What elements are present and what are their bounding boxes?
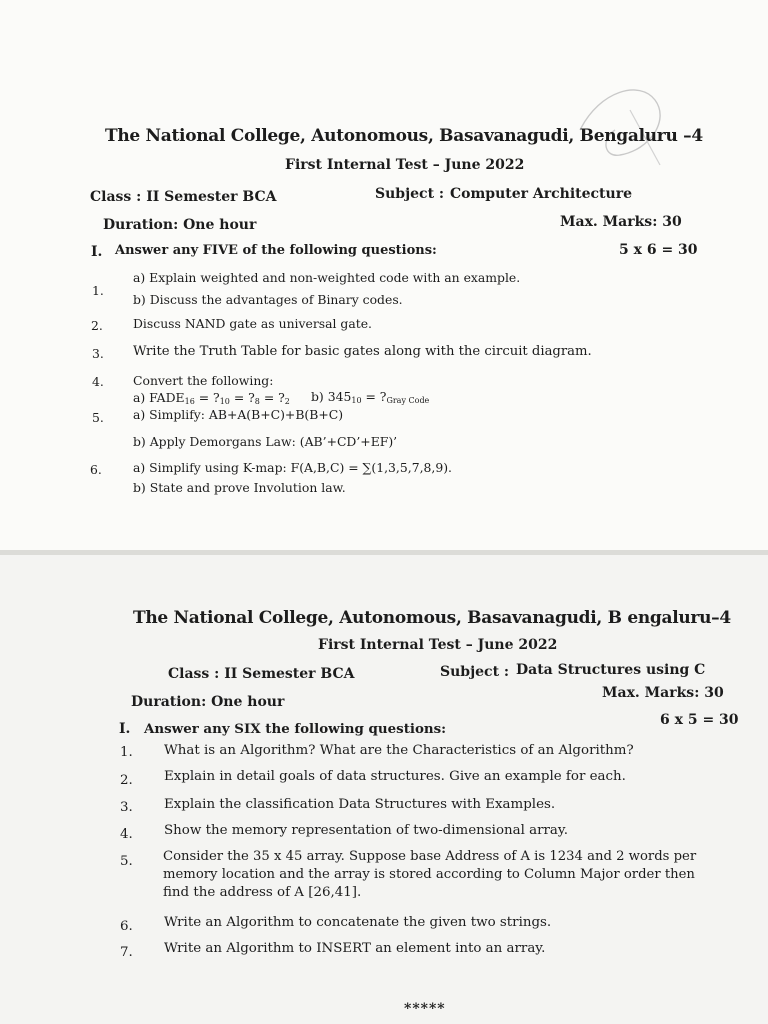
question-text: a) Simplify using K-map: F(A,B,C) = ∑(1,3,5,7,8,9).: [133, 460, 452, 475]
question-text: Write an Algorithm to concatenate the given two strings.: [164, 915, 552, 930]
question-text: Write an Algorithm to INSERT an element into an array.: [164, 941, 546, 956]
pencil-scribble-mark: [560, 70, 680, 180]
marks-scheme: 6 x 5 = 30: [660, 712, 739, 728]
test-title: First Internal Test – June 2022: [285, 157, 525, 173]
duration-label: Duration: One hour: [103, 217, 257, 233]
subject-label: Subject :: [375, 186, 445, 202]
question-number: 1.: [120, 745, 133, 760]
question-text: memory location and the array is stored according to Column Major order then: [163, 867, 695, 882]
question-text: b) State and prove Involution law.: [133, 480, 346, 495]
question-number: 6.: [120, 919, 133, 934]
college-name-heading: The National College, Autonomous, Basavanagudi, Bengaluru –4: [105, 126, 703, 146]
question-text: Convert the following:: [133, 373, 274, 388]
question-text: Explain in detail goals of data structures. Give an example for each.: [164, 769, 626, 784]
question-text: Consider the 35 x 45 array. Suppose base Address of A is 1234 and 2 words per: [163, 849, 697, 864]
exam-sheet-data-structures: [0, 555, 768, 1024]
question-number: 7.: [120, 945, 133, 960]
max-marks-label: Max. Marks: 30: [602, 685, 724, 701]
subject-name: Computer Architecture: [450, 186, 632, 202]
question-text: Write the Truth Table for basic gates along with the circuit diagram.: [133, 344, 592, 359]
conversion-part-a: a) $FADE_{16}$ = $?_{10}$ = $?_8$ = $?_2$: [133, 390, 290, 406]
section-instruction: Answer any FIVE of the following questions:: [115, 243, 437, 258]
question-number: 1.: [92, 283, 104, 298]
question-text: Show the memory representation of two-dimensional array.: [164, 823, 568, 838]
question-number: 2.: [120, 773, 133, 788]
question-text: Explain the classification Data Structures with Examples.: [164, 797, 556, 812]
question-number: 4.: [92, 374, 104, 389]
question-number: 3.: [92, 346, 104, 361]
question-number: 5.: [120, 854, 133, 869]
end-of-paper-mark: *****: [404, 1001, 446, 1017]
conversion-part-b: b) $345_{10}$ = $?_{Gray Code}$: [311, 389, 430, 405]
subject-label: Subject :: [440, 664, 510, 680]
college-name-heading: The National College, Autonomous, Basavanagudi, B engaluru–4: [133, 608, 731, 628]
section-number: I.: [91, 244, 103, 260]
max-marks-label: Max. Marks: 30: [560, 214, 682, 230]
test-title: First Internal Test – June 2022: [318, 637, 558, 653]
question-number: 5.: [92, 410, 104, 425]
question-text: b) Apply Demorgans Law: (AB’+CD’+EF)’: [133, 434, 398, 449]
question-number: 3.: [120, 800, 133, 815]
class-label: Class : II Semester BCA: [90, 189, 277, 205]
section-instruction: Answer any SIX the following questions:: [144, 721, 447, 737]
question-text: b) Discuss the advantages of Binary codes.: [133, 292, 403, 307]
question-number: 2.: [91, 318, 103, 333]
question-text: a) Simplify: AB+A(B+C)+B(B+C): [133, 407, 344, 422]
question-text: find the address of A [26,41].: [163, 885, 362, 900]
subject-name: Data Structures using C: [516, 662, 706, 678]
question-number: 6.: [90, 462, 102, 477]
question-text: a) Explain weighted and non-weighted code with an example.: [133, 270, 521, 285]
section-number: I.: [119, 721, 131, 737]
duration-label: Duration: One hour: [131, 694, 285, 710]
question-text: Discuss NAND gate as universal gate.: [133, 316, 372, 331]
class-label: Class : II Semester BCA: [168, 666, 355, 682]
question-number: 4.: [120, 827, 133, 842]
question-text: What is an Algorithm? What are the Characteristics of an Algorithm?: [164, 743, 634, 758]
marks-scheme: 5 x 6 = 30: [619, 242, 698, 258]
